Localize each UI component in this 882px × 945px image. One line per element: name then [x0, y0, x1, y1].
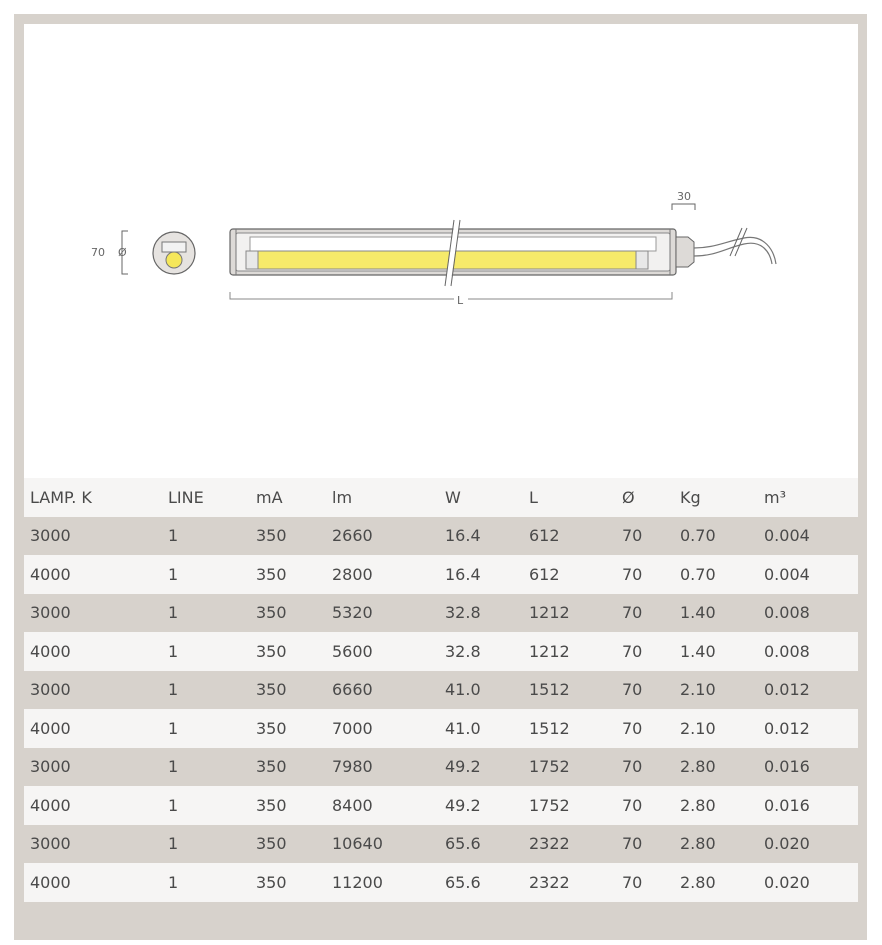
cell-lamp-k: 4000: [30, 872, 71, 892]
cell-diameter: 70: [622, 680, 643, 700]
cell-m3: 0.004: [764, 564, 810, 584]
lamp-drawing-svg: [24, 24, 858, 478]
cell-w: 65.6: [445, 872, 481, 892]
table-row: [24, 594, 858, 633]
cell-l: 1752: [529, 757, 570, 777]
cell-lamp-k: 3000: [30, 603, 71, 623]
cell-diameter: 70: [622, 526, 643, 546]
cell-lamp-k: 3000: [30, 680, 71, 700]
cell-l: 612: [529, 564, 560, 584]
end-view-icon: [153, 232, 195, 274]
cell-w: 49.2: [445, 795, 481, 815]
cell-lamp-k: 3000: [30, 757, 71, 777]
header-ma: mA: [256, 487, 283, 507]
cell-line: 1: [168, 795, 179, 815]
cell-line: 1: [168, 564, 179, 584]
cell-lm: 5320: [332, 603, 373, 623]
spec-table: [24, 478, 858, 902]
cell-line: 1: [168, 872, 179, 892]
cell-l: 1212: [529, 603, 570, 623]
table-row: [24, 863, 858, 902]
cell-lm: 5600: [332, 641, 373, 661]
cell-lamp-k: 3000: [30, 526, 71, 546]
cell-ma: 350: [256, 680, 287, 700]
cell-ma: 350: [256, 757, 287, 777]
diameter-value: 70: [91, 246, 105, 259]
cell-lm: 8400: [332, 795, 373, 815]
cell-kg: 0.70: [680, 526, 716, 546]
technical-drawing: [24, 24, 858, 478]
table-row: [24, 786, 858, 825]
cell-m3: 0.012: [764, 718, 810, 738]
cell-ma: 350: [256, 641, 287, 661]
cable-icon: [676, 228, 776, 267]
cell-l: 612: [529, 526, 560, 546]
cell-kg: 2.80: [680, 757, 716, 777]
table-row: [24, 748, 858, 787]
cell-diameter: 70: [622, 872, 643, 892]
cell-m3: 0.016: [764, 795, 810, 815]
header-line: LINE: [168, 487, 204, 507]
cell-m3: 0.008: [764, 641, 810, 661]
cell-w: 41.0: [445, 680, 481, 700]
cell-kg: 2.80: [680, 872, 716, 892]
cell-diameter: 70: [622, 757, 643, 777]
cell-ma: 350: [256, 603, 287, 623]
table-row: [24, 825, 858, 864]
cell-line: 1: [168, 526, 179, 546]
cell-l: 2322: [529, 872, 570, 892]
cell-diameter: 70: [622, 564, 643, 584]
cell-kg: 1.40: [680, 603, 716, 623]
cell-l: 1752: [529, 795, 570, 815]
cell-lamp-k: 4000: [30, 564, 71, 584]
cell-m3: 0.020: [764, 834, 810, 854]
cell-m3: 0.012: [764, 680, 810, 700]
cell-lm: 10640: [332, 834, 383, 854]
cell-lm: 7000: [332, 718, 373, 738]
header-m3: m³: [764, 487, 786, 507]
cell-lm: 6660: [332, 680, 373, 700]
length-label: L: [457, 294, 464, 307]
cell-line: 1: [168, 641, 179, 661]
table-row: [24, 517, 858, 556]
header-kg: Kg: [680, 487, 701, 507]
cell-ma: 350: [256, 834, 287, 854]
cell-m3: 0.016: [764, 757, 810, 777]
header-l: L: [529, 487, 538, 507]
lamp-body-icon: [230, 220, 676, 286]
cell-w: 65.6: [445, 834, 481, 854]
cable-dimension-value: 30: [677, 190, 691, 203]
cell-w: 32.8: [445, 641, 481, 661]
cell-diameter: 70: [622, 641, 643, 661]
cell-m3: 0.004: [764, 526, 810, 546]
cell-ma: 350: [256, 564, 287, 584]
table-row: [24, 555, 858, 594]
cell-ma: 350: [256, 718, 287, 738]
cell-line: 1: [168, 834, 179, 854]
cell-diameter: 70: [622, 603, 643, 623]
header-diameter: Ø: [622, 487, 635, 507]
cell-m3: 0.008: [764, 603, 810, 623]
cell-l: 1512: [529, 680, 570, 700]
cell-lm: 2660: [332, 526, 373, 546]
diameter-dimension: [91, 231, 128, 274]
cell-diameter: 70: [622, 795, 643, 815]
cell-lamp-k: 4000: [30, 641, 71, 661]
cell-diameter: 70: [622, 834, 643, 854]
cell-m3: 0.020: [764, 872, 810, 892]
cell-w: 16.4: [445, 526, 481, 546]
cell-lamp-k: 4000: [30, 795, 71, 815]
cell-lm: 2800: [332, 564, 373, 584]
table-row: [24, 709, 858, 748]
cell-kg: 2.80: [680, 834, 716, 854]
cell-kg: 2.10: [680, 718, 716, 738]
cell-line: 1: [168, 603, 179, 623]
cell-ma: 350: [256, 872, 287, 892]
cell-l: 2322: [529, 834, 570, 854]
cell-kg: 1.40: [680, 641, 716, 661]
header-w: W: [445, 487, 461, 507]
table-row: [24, 632, 858, 671]
cell-line: 1: [168, 718, 179, 738]
header-lamp-k: LAMP. K: [30, 487, 92, 507]
cell-lm: 7980: [332, 757, 373, 777]
cell-lamp-k: 3000: [30, 834, 71, 854]
cell-ma: 350: [256, 795, 287, 815]
cell-l: 1212: [529, 641, 570, 661]
cable-dimension: [672, 190, 695, 210]
cell-lamp-k: 4000: [30, 718, 71, 738]
header-lm: lm: [332, 487, 353, 507]
table-row: [24, 671, 858, 710]
cell-w: 16.4: [445, 564, 481, 584]
cell-kg: 2.80: [680, 795, 716, 815]
cell-lm: 11200: [332, 872, 383, 892]
cell-kg: 2.10: [680, 680, 716, 700]
cell-w: 41.0: [445, 718, 481, 738]
diameter-symbol: Ø: [118, 246, 127, 259]
cell-w: 32.8: [445, 603, 481, 623]
cell-l: 1512: [529, 718, 570, 738]
cell-w: 49.2: [445, 757, 481, 777]
cell-ma: 350: [256, 526, 287, 546]
cell-kg: 0.70: [680, 564, 716, 584]
cell-line: 1: [168, 757, 179, 777]
cell-diameter: 70: [622, 718, 643, 738]
table-header-row: [24, 478, 858, 517]
length-dimension: [230, 292, 672, 307]
cell-line: 1: [168, 680, 179, 700]
